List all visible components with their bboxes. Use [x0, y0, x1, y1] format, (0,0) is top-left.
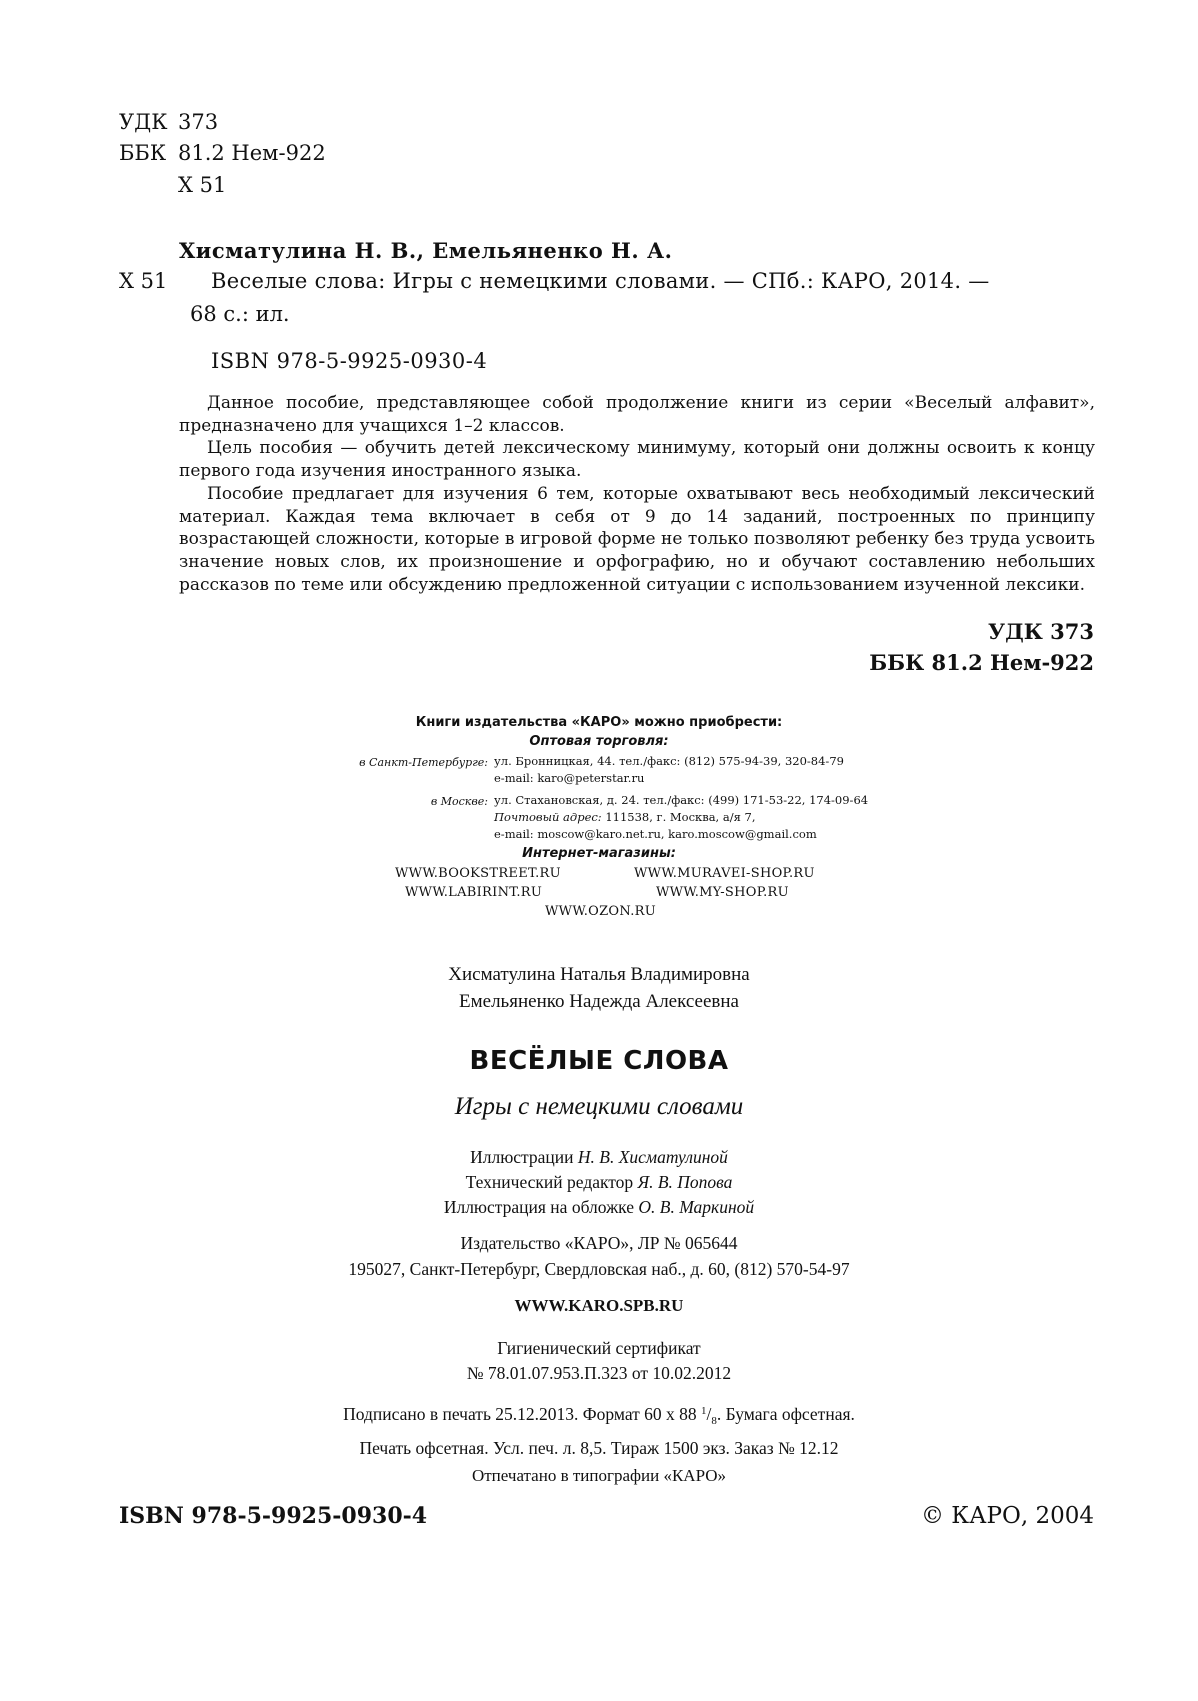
buy-title: Книги издательства «КАРО» можно приобрести: — [415, 715, 783, 730]
annotation-p1: Данное пособие, представляющее собой продолжение книги из серии «Веселый алфавит», предназначено для учащихся 1–2 классов. — [179, 393, 1095, 436]
signed-prefix: Подписано в печать 25.12.2013. Формат 60 х 88 — [343, 1404, 697, 1424]
imprint-author1: Хисматулина Наталья Владимировна — [448, 964, 750, 985]
spb-line1: ул. Бронницкая, 44. тел./факс: (812) 575-94-39, 320-84-79 — [494, 754, 844, 768]
bbk-label: ББК — [119, 141, 167, 165]
printed-by: Отпечатано в типографии «КАРО» — [471, 1466, 727, 1485]
copyright: © КАРО, 2004 — [920, 1503, 1094, 1529]
bib-title: Веселые слова: Игры с немецкими словами. — СПб.: КАРО, 2014. — — [211, 269, 990, 293]
credit-illustrations-name: Н. В. Хисматулиной — [577, 1147, 728, 1167]
annotation-p2: Цель пособия — обучить детей лексическому минимуму, который они должны освоить к концу первого года изучения иностранного языка. — [179, 438, 1095, 482]
shop-bookstreet: WWW.BOOKSTREET.RU — [395, 866, 561, 881]
spb-email: e-mail: karo@peterstar.ru — [494, 771, 645, 785]
credit-cover-label: Иллюстрация на обложке — [443, 1197, 635, 1217]
credit-editor-name: Я. В. Попова — [637, 1172, 733, 1192]
credit-cover — [0, 1195, 1198, 1220]
bib-authors: Хисматулина Н. В., Емельяненко Н. А. — [179, 238, 673, 263]
bib-isbn: ISBN 978-5-9925-0930-4 — [211, 349, 488, 373]
credits — [0, 1145, 1198, 1220]
imprint-authors — [0, 961, 1198, 1015]
udk-right: УДК 373 — [988, 619, 1094, 644]
credit-editor-label: Технический редактор — [465, 1172, 634, 1192]
footer-isbn: ISBN 978-5-9925-0930-4 — [119, 1503, 428, 1529]
print-details — [0, 1398, 1198, 1462]
cert-title: Гигиенический сертификат — [497, 1338, 701, 1358]
format-denominator: 8 — [711, 1415, 717, 1427]
credit-cover-name: О. В. Маркиной — [638, 1197, 755, 1217]
annotation-p3: Пособие предлагает для изучения 6 тем, которые охватывают весь необходимый лексический материал. Каждая тема включает в себя от 9 до 14 заданий, построенных по принципу возрастающей сложности, которые в игровой форме не только позволяют ребенку без труда усвоить значение новых слов, их произношение и орфографию, но и обучают составлению небольших рассказов по теме или обсуждению предложенной ситуации с использованием изученной лексики. — [179, 483, 1095, 595]
credit-illustrations — [0, 1145, 1198, 1170]
spb-city: в Санкт-Петербурге: — [359, 756, 488, 769]
print-line1: Подписано в печать 25.12.2013. Формат 60 х 88 $^1/_8$. Бумага офсетная. — [343, 1404, 855, 1427]
cert-number: № 78.01.07.953.П.323 от 10.02.2012 — [466, 1363, 732, 1383]
shop-ozon: WWW.OZON.RU — [545, 904, 657, 919]
bbk-right: ББК 81.2 Нем-922 — [869, 650, 1094, 675]
publisher-address: 195027, Санкт-Петербург, Свердловская наб., д. 60, (812) 570-54-97 — [348, 1259, 850, 1279]
msk-postal — [494, 809, 868, 826]
wholesale-heading: Оптовая торговля: — [529, 734, 669, 749]
signed-suffix: . Бумага офсетная. — [716, 1404, 855, 1424]
shop-muravei: WWW.MURAVEI-SHOP.RU — [634, 866, 815, 881]
msk-postal-value: 111538, г. Москва, а/я 7, — [605, 810, 756, 824]
bib-pages: 68 с.: ил. — [190, 302, 290, 326]
msk-city: в Москве: — [430, 795, 488, 808]
msk-email: e-mail: moscow@karo.net.ru, karo.moscow@gmail.com — [494, 827, 817, 841]
annotation — [179, 392, 1095, 596]
udk-label: УДК — [119, 110, 168, 134]
credit-illustrations-label: Иллюстрации — [470, 1147, 574, 1167]
udk-value: 373 — [178, 110, 219, 134]
book-title: ВЕСЁЛЫЕ СЛОВА — [469, 1046, 729, 1076]
publisher-website: WWW.KARO.SPB.RU — [514, 1296, 684, 1315]
internet-heading: Интернет-магазины: — [522, 846, 676, 861]
msk-postal-label: Почтовый адрес: — [494, 810, 602, 824]
msk-line1: ул. Стахановская, д. 24. тел./факс: (499) 171-53-22, 174-09-64 — [494, 793, 869, 807]
credit-editor — [0, 1170, 1198, 1195]
shop-my-shop: WWW.MY-SHOP.RU — [656, 885, 789, 900]
publisher-block — [0, 1230, 1198, 1282]
imprint-author2: Емельяненко Надежда Алексеевна — [459, 991, 739, 1012]
publisher-license: Издательство «КАРО», ЛР № 065644 — [460, 1233, 738, 1253]
print-line2: Печать офсетная. Усл. печ. л. 8,5. Тираж 1500 экз. Заказ № 12.12 — [359, 1438, 839, 1458]
classification-right — [869, 616, 1094, 678]
msk-address — [494, 792, 868, 843]
book-subtitle: Игры с немецкими словами — [454, 1093, 744, 1120]
shop-labirint: WWW.LABIRINT.RU — [405, 885, 543, 900]
spb-address — [494, 753, 844, 787]
bib-code: Х 51 — [119, 269, 168, 293]
certificate — [0, 1336, 1198, 1386]
format-numerator: 1 — [701, 1405, 707, 1417]
bbk-value: 81.2 Нем-922 — [178, 141, 326, 165]
author-mark: Х 51 — [178, 173, 227, 197]
